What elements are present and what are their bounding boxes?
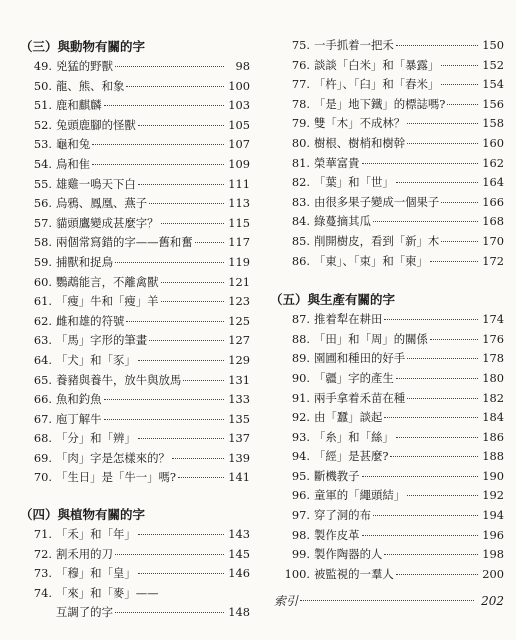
entry-title: 魚和釣魚 — [56, 392, 102, 407]
entry-number: 91. — [291, 390, 310, 405]
entry-title: 兔頭鹿腳的怪獸 — [56, 117, 136, 132]
entry-title: 割禾用的刀 — [56, 546, 113, 561]
toc-entry[interactable] — [18, 468, 250, 488]
entry-page-number: 113 — [228, 196, 250, 211]
entry-number: 67. — [33, 411, 52, 426]
entry-page-number: 127 — [228, 333, 250, 348]
entry-page-number: 172 — [482, 253, 504, 268]
entry-number: 81. — [291, 155, 310, 170]
entry-title: 穿了洞的布 — [314, 508, 371, 523]
entry-number: 94. — [291, 449, 310, 464]
toc-entry[interactable] — [268, 134, 504, 154]
entry-title: 「肉」字是怎樣來的？ — [56, 450, 170, 465]
entry-page-number: 131 — [228, 372, 250, 387]
leader-dots — [362, 163, 478, 164]
toc-entry[interactable] — [268, 95, 504, 115]
toc-entry[interactable] — [268, 428, 504, 448]
section-plants-entries — [18, 525, 250, 623]
section-animals-entries — [18, 57, 250, 488]
toc-entry[interactable] — [18, 214, 250, 234]
entry-title: 兩個常寫錯的字——舊和奮 — [56, 235, 193, 250]
leader-dots — [92, 144, 224, 145]
entry-number: 90. — [291, 370, 310, 385]
entry-title: 由「蠶」談起 — [314, 410, 383, 425]
entry-page-number: 137 — [228, 431, 250, 446]
toc-entry[interactable] — [18, 410, 250, 430]
entry-page-number: 156 — [482, 96, 504, 111]
toc-entry[interactable] — [268, 232, 504, 252]
toc-entry[interactable] — [18, 292, 250, 312]
entry-page-number: 129 — [228, 352, 250, 367]
leader-dots — [430, 339, 478, 340]
entry-title: 「生日」是「牛一」嗎? — [56, 470, 177, 485]
entry-number: 88. — [291, 331, 310, 346]
toc-entry[interactable] — [18, 371, 250, 391]
leader-dots — [407, 358, 478, 359]
leader-dots — [161, 282, 224, 283]
leader-dots — [362, 535, 478, 536]
leader-dots — [138, 438, 224, 439]
entry-page-number: 146 — [228, 566, 250, 581]
leader-dots — [115, 262, 224, 263]
leader-dots — [430, 261, 478, 262]
entry-title: 樹根、樹梢和樹幹 — [314, 135, 406, 150]
entry-page-number: 148 — [228, 605, 250, 620]
leader-dots — [115, 554, 224, 555]
entry-title: 談談「白米」和「暴露」 — [314, 57, 440, 72]
toc-entry[interactable] — [268, 526, 504, 546]
entry-number: 98. — [291, 527, 310, 542]
entry-page-number: 121 — [228, 274, 250, 289]
leader-dots — [441, 202, 478, 203]
toc-entry[interactable] — [268, 75, 504, 95]
section-heading-production: （五）與生產有關的字 — [270, 292, 396, 308]
left-column — [18, 36, 250, 623]
entry-number: 65. — [33, 372, 52, 387]
toc-entry[interactable] — [18, 57, 250, 77]
leader-dots — [396, 574, 478, 575]
entry-number: 97. — [291, 508, 310, 523]
leader-dots — [384, 319, 478, 320]
entry-title: 斷機教子 — [314, 468, 360, 483]
index-page: 202 — [481, 594, 504, 609]
entry-number: 61. — [33, 294, 52, 309]
entry-title: 削開樹皮，看到「新」木 — [314, 233, 440, 248]
toc-entry[interactable] — [18, 96, 250, 116]
toc-entry[interactable] — [18, 135, 250, 155]
entry-page-number: 125 — [228, 313, 250, 328]
entry-number: 66. — [33, 392, 52, 407]
entry-page-number: 158 — [482, 116, 504, 131]
entry-title: 綠蔓摘其瓜 — [314, 214, 371, 229]
entry-title: 一手抓着一把禾 — [314, 38, 394, 52]
toc-entry[interactable] — [268, 369, 504, 389]
section-plants-continued-entries — [268, 36, 504, 271]
entry-number: 86. — [291, 253, 310, 268]
entry-number: 77. — [291, 77, 310, 92]
entry-page-number: 188 — [482, 449, 504, 464]
entry-page-number: 160 — [482, 135, 504, 150]
toc-entry[interactable] — [268, 310, 504, 330]
entry-number: 56. — [33, 196, 52, 211]
entry-number: 76. — [291, 57, 310, 72]
entry-number: 93. — [291, 429, 310, 444]
entry-number: 85. — [291, 233, 310, 248]
toc-entry[interactable] — [18, 116, 250, 136]
leader-dots — [396, 45, 478, 46]
entry-title: 龜和兔 — [56, 137, 91, 152]
entry-title: 「禾」和「年」 — [56, 527, 136, 542]
entry-page-number: 198 — [482, 547, 504, 562]
entry-title: 雌和雄的符號 — [56, 313, 125, 328]
leader-dots — [396, 378, 478, 379]
leader-dots — [138, 534, 224, 535]
toc-entry[interactable] — [268, 330, 504, 350]
leader-dots — [396, 182, 478, 183]
entry-page-number: 176 — [482, 331, 504, 346]
toc-entry[interactable] — [268, 545, 504, 565]
leader-dots — [407, 143, 478, 144]
toc-entry[interactable] — [268, 408, 504, 428]
leader-dots — [149, 203, 224, 204]
entry-number: 60. — [33, 274, 52, 289]
entry-page-number: 145 — [228, 546, 250, 561]
entry-title: 貓頭鷹變成甚麼字？ — [56, 215, 159, 230]
entry-title: 製作皮革 — [314, 527, 360, 542]
toc-entry[interactable] — [18, 603, 250, 623]
entry-page-number: 105 — [228, 117, 250, 132]
entry-page-number: 143 — [228, 527, 250, 542]
entry-page-number: 115 — [228, 215, 250, 230]
leader-dots — [362, 476, 478, 477]
entry-page-number: 200 — [482, 566, 504, 581]
leader-dots — [138, 125, 224, 126]
leader-dots — [373, 221, 478, 222]
entry-page-number: 109 — [228, 156, 250, 171]
leader-dots — [92, 164, 224, 165]
toc-entry[interactable] — [18, 449, 250, 469]
entry-number: 64. — [33, 352, 52, 367]
entry-page-number: 192 — [482, 488, 504, 503]
entry-title: 「糸」和「絲」 — [314, 429, 394, 444]
entry-page-number: 103 — [228, 98, 250, 113]
leader-dots — [384, 417, 478, 418]
entry-title: 被監視的一羣人 — [314, 566, 394, 581]
entry-title: 龍、熊、和象 — [56, 78, 125, 93]
entry-title: 「穆」和「皇」 — [56, 566, 136, 581]
entry-page-number: 180 — [482, 370, 504, 385]
entry-page-number: 182 — [482, 390, 504, 405]
entry-title: 烏鴉、鳳凰、燕子 — [56, 196, 148, 211]
toc-entry[interactable] — [18, 545, 250, 565]
leader-dots — [138, 573, 224, 574]
toc-entry[interactable] — [268, 447, 504, 467]
leader-dots — [441, 65, 478, 66]
toc-entry[interactable] — [18, 312, 250, 332]
entry-page-number: 170 — [482, 233, 504, 248]
entry-page-number: 123 — [228, 294, 250, 309]
entry-page-number: 152 — [482, 57, 504, 72]
leader-dots — [115, 612, 224, 613]
toc-entry[interactable] — [268, 252, 504, 272]
leader-dots — [441, 84, 478, 85]
right-column — [268, 36, 504, 612]
toc-entry[interactable] — [268, 36, 504, 56]
toc-entry[interactable] — [18, 194, 250, 214]
entry-page-number: 154 — [482, 77, 504, 92]
entry-title: 推着犁在耕田 — [314, 312, 383, 327]
leader-dots — [115, 66, 224, 67]
entry-title: 兇猛的野獸 — [56, 59, 113, 73]
entry-number: 51. — [33, 98, 52, 113]
entry-title: 「瘦」牛和「瘦」羊 — [56, 294, 159, 309]
entry-title: 雙「木」不成林？ — [314, 116, 406, 131]
entry-number: 83. — [291, 194, 310, 209]
entry-page-number: 141 — [228, 470, 250, 485]
entry-page-number: 98 — [235, 59, 250, 73]
leader-dots — [384, 554, 478, 555]
toc-entry[interactable] — [18, 584, 250, 604]
leader-dots — [126, 86, 224, 87]
toc-entry[interactable] — [268, 212, 504, 232]
entry-title: 「經」是甚麼? — [314, 449, 389, 464]
leader-dots — [104, 399, 224, 400]
toc-entry[interactable] — [18, 564, 250, 584]
leader-dots — [149, 340, 224, 341]
entry-title: 「是」地下鐵」的標誌嗎? — [314, 96, 446, 111]
entry-number: 87. — [291, 312, 310, 327]
entry-number: 74. — [33, 585, 52, 600]
entry-title: 製作陶器的人 — [314, 547, 383, 562]
section-production-entries — [268, 310, 504, 584]
entry-page-number: 168 — [482, 214, 504, 229]
toc-entry[interactable] — [268, 114, 504, 134]
entry-page-number: 194 — [482, 508, 504, 523]
leader-dots — [390, 456, 478, 457]
toc-entry[interactable] — [18, 351, 250, 371]
toc-entry[interactable] — [18, 273, 250, 293]
toc-entry[interactable] — [268, 349, 504, 369]
entry-number: 99. — [291, 547, 310, 562]
toc-entry[interactable] — [268, 565, 504, 585]
entry-title: 「犬」和「豕」 — [56, 352, 136, 367]
leader-dots — [195, 242, 224, 243]
entry-number: 49. — [33, 59, 52, 73]
toc-entry[interactable] — [268, 389, 504, 409]
entry-number: 72. — [33, 546, 52, 561]
toc-entry[interactable] — [268, 154, 504, 174]
entry-number: 89. — [291, 351, 310, 366]
entry-number: 58. — [33, 235, 52, 250]
entry-title: 「葉」和「世」 — [314, 175, 394, 190]
entry-title: 園圃和種田的好手 — [314, 351, 406, 366]
leader-dots — [138, 360, 224, 361]
leader-dots — [300, 600, 474, 601]
entry-title: 庖丁解牛 — [56, 411, 102, 426]
entry-page-number: 178 — [482, 351, 504, 366]
entry-number: 50. — [33, 78, 52, 93]
leader-dots — [104, 105, 224, 106]
entry-page-number: 100 — [228, 78, 250, 93]
leader-dots — [407, 398, 478, 399]
entry-title: 童軍的「繩頭結」 — [314, 488, 406, 503]
leader-dots — [126, 321, 224, 322]
entry-number: 80. — [291, 135, 310, 150]
entry-title: 鳥和隹 — [56, 156, 91, 171]
leader-dots — [161, 301, 224, 302]
entry-number: 78. — [291, 96, 310, 111]
entry-number: 63. — [33, 333, 52, 348]
entry-page-number: 174 — [482, 312, 504, 327]
entry-title: 養豬與養牛，放牛與放馬 — [56, 372, 182, 387]
toc-entry[interactable] — [18, 253, 250, 273]
entry-number: 54. — [33, 156, 52, 171]
entry-number: 69. — [33, 450, 52, 465]
leader-dots — [441, 241, 478, 242]
entry-number: 73. — [33, 566, 52, 581]
entry-page-number: 196 — [482, 527, 504, 542]
leader-dots — [447, 104, 478, 105]
index-label: 索引 — [274, 594, 299, 609]
entry-number: 82. — [291, 175, 310, 190]
entry-number: 68. — [33, 431, 52, 446]
entry-page-number: 150 — [482, 38, 504, 52]
entry-number: 79. — [291, 116, 310, 131]
leader-dots — [407, 123, 478, 124]
toc-entry[interactable] — [18, 77, 250, 97]
entry-page-number: 111 — [228, 176, 250, 191]
toc-entry[interactable] — [268, 56, 504, 76]
entry-title: 互調了的字 — [56, 605, 113, 620]
entry-title: 由很多果子變成一個果子 — [314, 194, 440, 209]
toc-entry[interactable] — [18, 331, 250, 351]
toc-entry[interactable] — [18, 155, 250, 175]
entry-number: 62. — [33, 313, 52, 328]
leader-dots — [396, 437, 478, 438]
entry-page-number: 133 — [228, 392, 250, 407]
toc-entry[interactable] — [268, 486, 504, 506]
leader-dots — [183, 380, 224, 381]
section-heading-animals: （三）與動物有關的字 — [20, 39, 146, 54]
entry-number: 53. — [33, 137, 52, 152]
entry-title: 榮華富貴 — [314, 155, 360, 170]
entry-number: 70. — [33, 470, 52, 485]
entry-page-number: 186 — [482, 429, 504, 444]
entry-number: 100. — [284, 566, 310, 581]
entry-number: 57. — [33, 215, 52, 230]
toc-entry[interactable] — [268, 193, 504, 213]
entry-number: 75. — [291, 38, 310, 52]
entry-page-number: 107 — [228, 137, 250, 152]
toc-entry[interactable] — [18, 525, 250, 545]
section-heading-plants: （四）與植物有關的字 — [20, 507, 146, 523]
entry-page-number: 166 — [482, 194, 504, 209]
leader-dots — [178, 477, 224, 478]
entry-page-number: 190 — [482, 468, 504, 483]
entry-title: 「東」、「束」和「柬」 — [314, 253, 428, 268]
entry-title: 雄雞一鳴天下白 — [56, 176, 136, 191]
entry-page-number: 184 — [482, 410, 504, 425]
leader-dots — [407, 495, 478, 496]
toc-entry[interactable] — [18, 175, 250, 195]
entry-number: 59. — [33, 254, 52, 269]
toc-entry[interactable] — [18, 233, 250, 253]
toc-entry[interactable] — [18, 390, 250, 410]
entry-number: 52. — [33, 117, 52, 132]
entry-page-number: 117 — [228, 235, 250, 250]
leader-dots — [172, 458, 224, 459]
index-entry[interactable] — [268, 590, 504, 612]
entry-title: 捕獸和捉鳥 — [56, 254, 113, 269]
entry-title: 兩手拿着禾苗在種 — [314, 390, 406, 405]
entry-title: 鸚鵡能言，不離禽獸 — [56, 274, 159, 289]
entry-page-number: 135 — [228, 411, 250, 426]
entry-number: 84. — [291, 214, 310, 229]
toc-entry[interactable] — [18, 429, 250, 449]
entry-page-number: 119 — [228, 254, 250, 269]
entry-title: 鹿和麒麟 — [56, 98, 102, 113]
entry-page-number: 139 — [228, 450, 250, 465]
leader-dots — [104, 419, 224, 420]
entry-title: 「杵」、「臼」和「舂米」 — [314, 77, 440, 92]
toc-entry[interactable] — [268, 173, 504, 193]
entry-number: 55. — [33, 176, 52, 191]
entry-number: 71. — [33, 527, 52, 542]
leader-dots — [138, 184, 224, 185]
entry-title: 「分」和「辨」 — [56, 431, 136, 446]
entry-title: 「來」和「麥」—— — [56, 585, 159, 600]
entry-title: 「田」和「周」的關係 — [314, 331, 428, 346]
entry-page-number: 164 — [482, 175, 504, 190]
toc-entry[interactable] — [268, 467, 504, 487]
leader-dots — [161, 223, 224, 224]
entry-title: 「馬」字形的筆畫 — [56, 333, 148, 348]
entry-page-number: 162 — [482, 155, 504, 170]
leader-dots — [373, 515, 478, 516]
entry-title: 「疆」字的產生 — [314, 370, 394, 385]
entry-number: 95. — [291, 468, 310, 483]
entry-number: 92. — [291, 410, 310, 425]
entry-number: 96. — [291, 488, 310, 503]
toc-entry[interactable] — [268, 506, 504, 526]
